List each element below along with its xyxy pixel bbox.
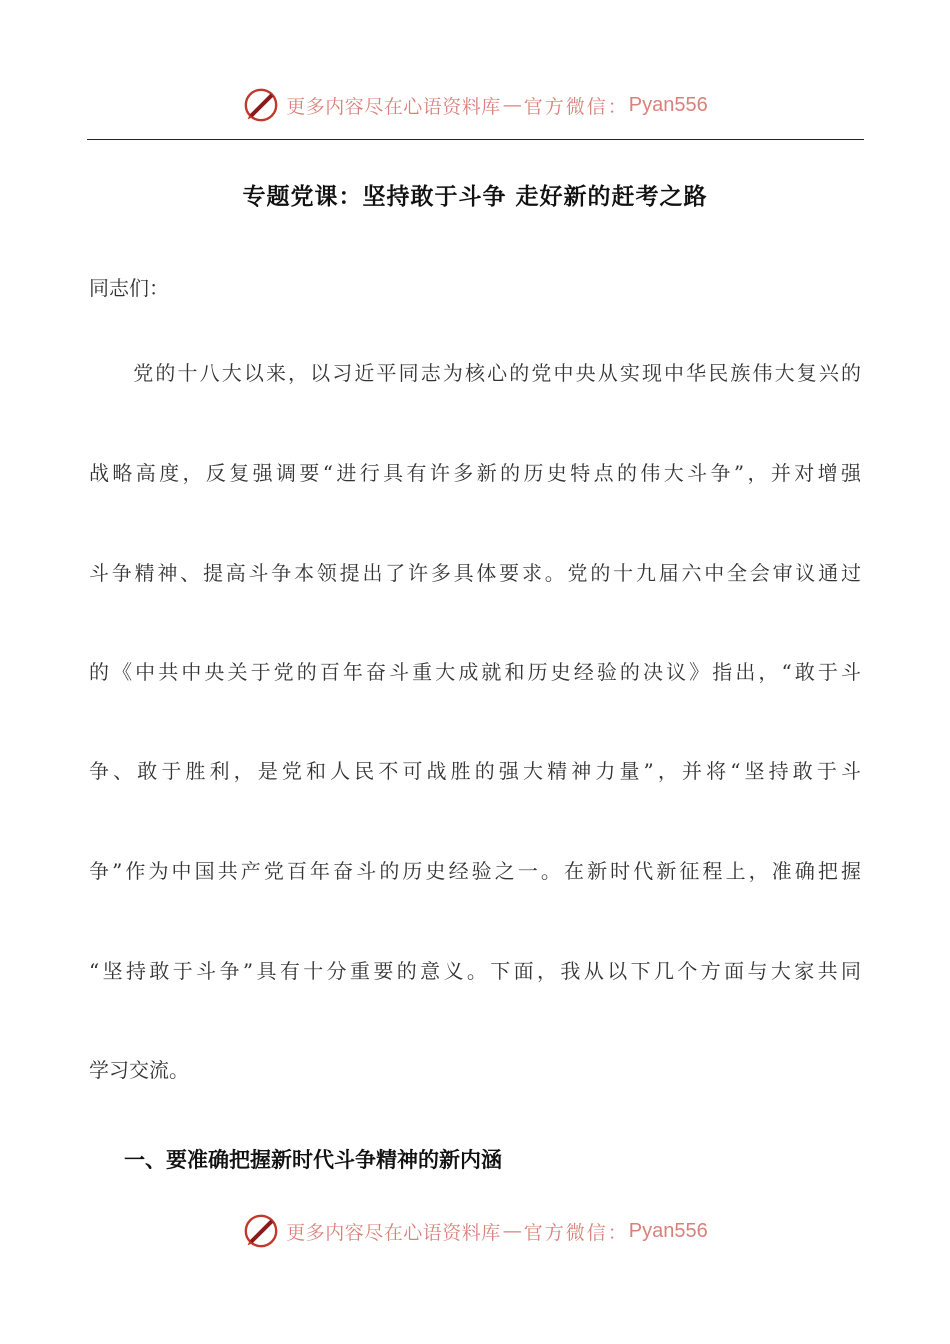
pen-logo-icon: [242, 86, 280, 124]
salutation: 同志们：: [89, 276, 169, 300]
body-line: 斗争精神、提高斗争本领提出了许多具体要求。党的十九届六中全会审议通过: [89, 561, 861, 585]
footer-banner: [0, 1212, 950, 1250]
section-heading: 一、要准确把握新时代斗争精神的新内涵: [124, 1148, 502, 1172]
document-title: 专题党课：坚持敢于斗争 走好新的赶考之路: [242, 184, 708, 210]
banner-wechat-label: 官方微信：: [523, 1221, 629, 1244]
banner-wechat-id: Pyan556: [628, 93, 708, 116]
banner-text: 更多内容尽在心语资料库: [286, 95, 501, 118]
body-line: “坚持敢于斗争”具有十分重要的意义。下面，我从以下几个方面与大家共同: [89, 959, 861, 983]
body-line: 党的十八大以来，以习近平同志为核心的党中央从实现中华民族伟大复兴的: [89, 361, 861, 385]
body-line: 学习交流。: [89, 1058, 189, 1082]
header-rule: [87, 139, 864, 140]
body-line: 争”作为中国共产党百年奋斗的历史经验之一。在新时代新征程上，准确把握: [89, 859, 861, 883]
banner-wechat-label: 官方微信：: [523, 95, 629, 118]
banner-separator: —: [502, 94, 522, 116]
banner-wechat-id: Pyan556: [628, 1219, 708, 1242]
pen-logo-icon: [242, 1212, 280, 1250]
header-banner: [0, 86, 950, 124]
banner-separator: —: [502, 1220, 522, 1242]
body-line: 的《中共中央关于党的百年奋斗重大成就和历史经验的决议》指出，“敢于斗: [89, 660, 861, 684]
body-line: 战略高度，反复强调要“进行具有许多新的历史特点的伟大斗争”，并对增强: [89, 461, 861, 485]
banner-text: 更多内容尽在心语资料库: [286, 1221, 501, 1244]
body-line: 争、敢于胜利，是党和人民不可战胜的强大精神力量”，并将“坚持敢于斗: [89, 759, 861, 783]
